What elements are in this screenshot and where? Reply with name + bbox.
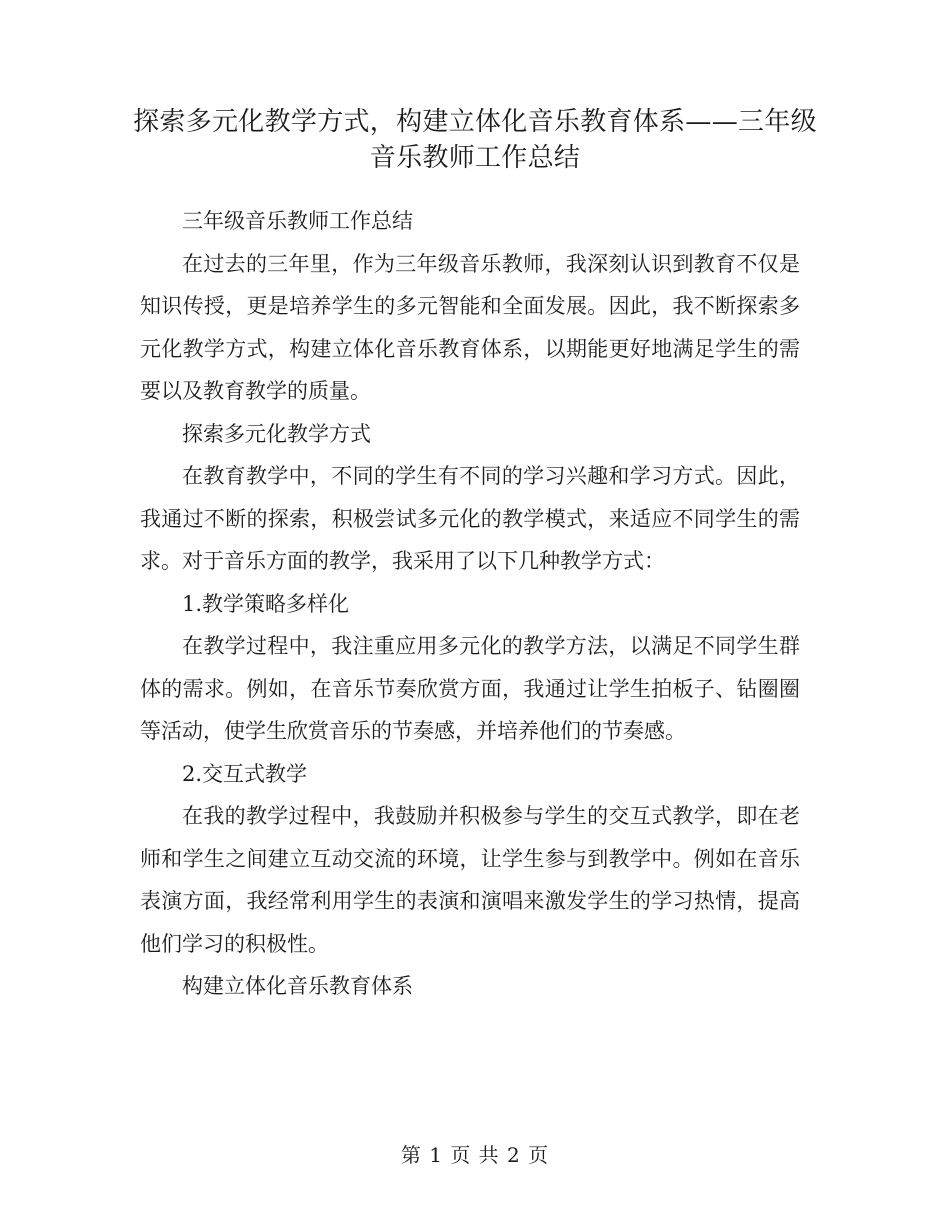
body-paragraph: 在教育教学中，不同的学生有不同的学习兴趣和学习方式。因此，我通过不断的探索，积极尝试多元化的教学模式，来适应不同学生的需求。对于音乐方面的教学，我采用了以下几种教学方式： [140,464,800,573]
section-heading: 探索多元化教学方式 [182,421,371,446]
section-heading: 三年级音乐教师工作总结 [182,209,413,233]
list-item-heading: 1.教学策略多样化 [182,591,350,616]
page-number-footer: 第 1 页 共 2 页 [400,1143,550,1167]
document-body [140,200,800,1008]
body-paragraph: 在我的教学过程中，我鼓励并积极参与学生的交互式教学，即在老师和学生之间建立互动交流的环境，让学生参与到教学中。例如在音乐表演方面，我经常利用学生的表演和演唱来激发学生的学习热情，提高他们学习的积极性。 [140,804,800,956]
section-heading: 构建立体化音乐教育体系 [182,974,413,998]
body-paragraph: 在教学过程中，我注重应用多元化的教学方法，以满足不同学生群体的需求。例如，在音乐节奏欣赏方面，我通过让学生拍板子、钻圈圈等活动，使学生欣赏音乐的节奏感，并培养他们的节奏感。 [140,634,800,743]
body-paragraph: 在过去的三年里，作为三年级音乐教师，我深刻认识到教育不仅是知识传授，更是培养学生的多元智能和全面发展。因此，我不断探索多元化教学方式，构建立体化音乐教育体系，以期能更好地满足学生的需要以及教育教学的质量。 [140,251,800,403]
list-item-heading: 2.交互式教学 [182,761,308,786]
document-title: 探索多元化教学方式，构建立体化音乐教育体系——三年级音乐教师工作总结 [133,107,817,173]
